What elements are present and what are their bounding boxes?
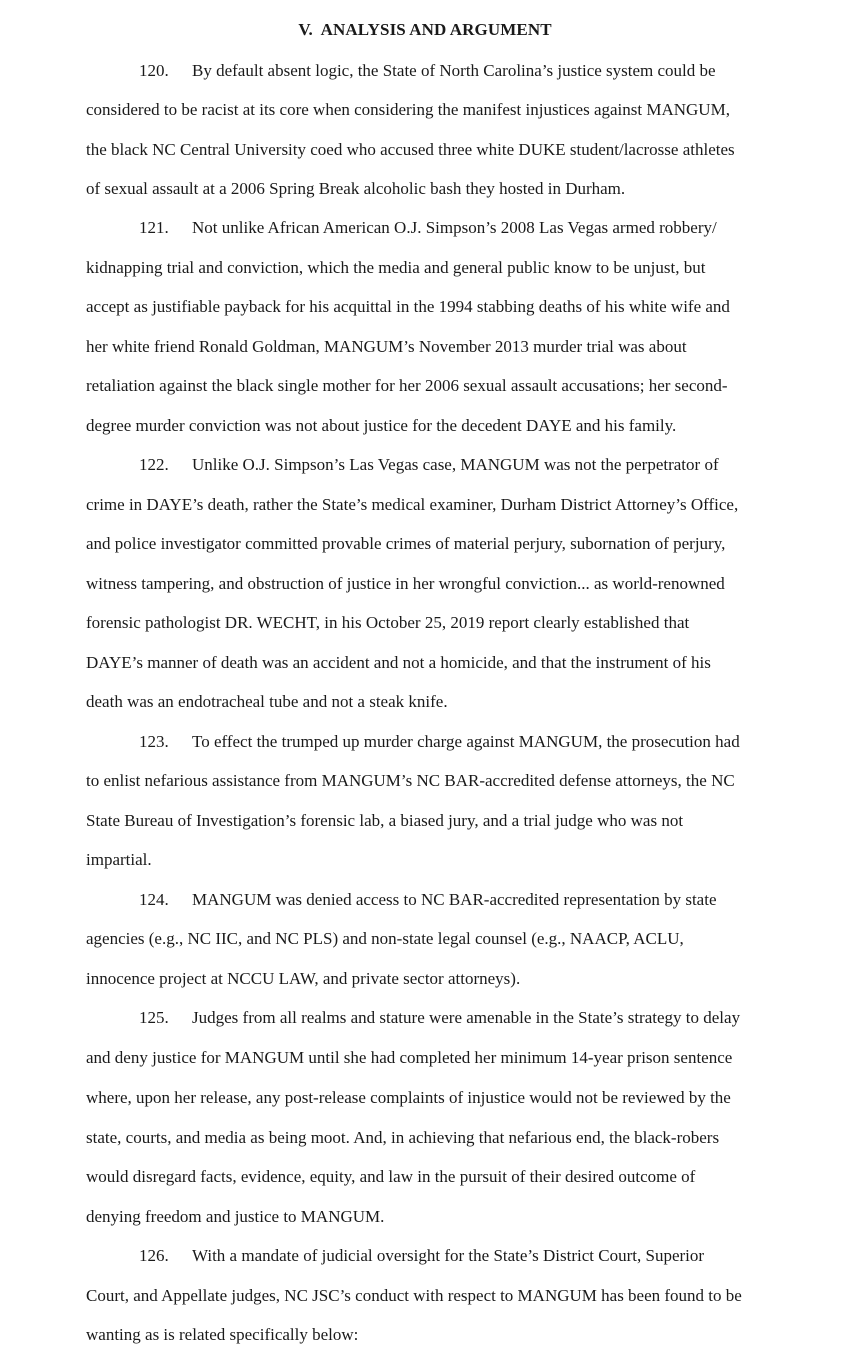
paragraph-number: 120. <box>139 61 169 80</box>
paragraph-123-line-2: to enlist nefarious assistance from MANGUM’s NC BAR-accredited defense attorneys, the NC <box>86 771 735 790</box>
paragraph-text: With a mandate of judicial oversight for the State’s District Court, Superior <box>192 1246 705 1265</box>
paragraph-121-line-4: her white friend Ronald Goldman, MANGUM’s November 2013 murder trial was about <box>86 337 687 356</box>
paragraph-number: 121. <box>139 218 169 237</box>
paragraph-number: 122. <box>139 455 169 474</box>
paragraph-125-line-5: would disregard facts, evidence, equity, and law in the pursuit of their desired outcome of <box>86 1167 696 1186</box>
paragraph-text: Unlike O.J. Simpson’s Las Vegas case, MANGUM was not the perpetrator of <box>192 455 719 474</box>
paragraph-120-line-2: considered to be racist at its core when considering the manifest injustices against MANGUM, <box>86 100 730 119</box>
paragraph-122-line-6: DAYE’s manner of death was an accident and not a homicide, and that the instrument of his <box>86 653 711 672</box>
paragraph-126-line-1 <box>86 1246 704 1266</box>
paragraph-121-line-1 <box>86 218 717 238</box>
paragraph-122-line-3: and police investigator committed provable crimes of material perjury, subornation of perjury, <box>86 534 726 553</box>
paragraph-123-line-3: State Bureau of Investigation’s forensic lab, a biased jury, and a trial judge who was not <box>86 811 684 830</box>
paragraph-121-line-3: accept as justifiable payback for his acquittal in the 1994 stabbing deaths of his white wife and <box>86 297 730 316</box>
paragraph-text: MANGUM was denied access to NC BAR-accredited representation by state <box>192 890 717 909</box>
paragraph-text: To effect the trumped up murder charge against MANGUM, the prosecution had <box>192 732 740 751</box>
paragraph-125-line-6: denying freedom and justice to MANGUM. <box>86 1207 385 1226</box>
paragraph-123-line-1 <box>86 732 740 752</box>
paragraph-121-line-6: degree murder conviction was not about justice for the decedent DAYE and his family. <box>86 416 677 435</box>
paragraph-124-line-1 <box>86 890 717 910</box>
section-heading: V. ANALYSIS AND ARGUMENT <box>298 20 552 39</box>
paragraph-number: 126. <box>139 1246 169 1265</box>
paragraph-122-line-7: death was an endotracheal tube and not a steak knife. <box>86 692 448 711</box>
paragraph-124-line-3: innocence project at NCCU LAW, and private sector attorneys). <box>86 969 521 988</box>
paragraph-121-line-2: kidnapping trial and conviction, which the media and general public know to be unjust, but <box>86 258 706 277</box>
paragraph-120-line-1 <box>86 61 716 81</box>
paragraph-120-line-3: the black NC Central University coed who accused three white DUKE student/lacrosse athletes <box>86 140 735 159</box>
paragraph-122-line-4: witness tampering, and obstruction of justice in her wrongful conviction... as world-renowned <box>86 574 725 593</box>
paragraph-number: 125. <box>139 1008 169 1027</box>
paragraph-125-line-2: and deny justice for MANGUM until she had completed her minimum 14-year prison sentence <box>86 1048 733 1067</box>
paragraph-122-line-1 <box>86 455 719 475</box>
paragraph-text: Judges from all realms and stature were amenable in the State’s strategy to delay <box>192 1008 741 1027</box>
paragraph-124-line-2: agencies (e.g., NC IIC, and NC PLS) and non-state legal counsel (e.g., NAACP, ACLU, <box>86 929 684 948</box>
paragraph-123-line-4: impartial. <box>86 850 152 869</box>
paragraph-126-line-2: Court, and Appellate judges, NC JSC’s conduct with respect to MANGUM has been found to be <box>86 1286 742 1305</box>
paragraph-number: 124. <box>139 890 169 909</box>
paragraph-122-line-2: crime in DAYE’s death, rather the State’s medical examiner, Durham District Attorney’s Office, <box>86 495 739 514</box>
paragraph-120-line-4: of sexual assault at a 2006 Spring Break alcoholic bash they hosted in Durham. <box>86 179 626 198</box>
paragraph-126-line-3: wanting as is related specifically below: <box>86 1325 359 1344</box>
paragraph-125-line-4: state, courts, and media as being moot. And, in achieving that nefarious end, the black-robers <box>86 1128 720 1147</box>
paragraph-text: By default absent logic, the State of North Carolina’s justice system could be <box>192 61 716 80</box>
paragraph-number: 123. <box>139 732 169 751</box>
paragraph-125-line-1 <box>86 1008 740 1028</box>
paragraph-text: Not unlike African American O.J. Simpson’s 2008 Las Vegas armed robbery/ <box>192 218 717 237</box>
paragraph-122-line-5: forensic pathologist DR. WECHT, in his October 25, 2019 report clearly established that <box>86 613 690 632</box>
paragraph-125-line-3: where, upon her release, any post-release complaints of injustice would not be reviewed by the <box>86 1088 731 1107</box>
paragraph-121-line-5: retaliation against the black single mother for her 2006 sexual assault accusations; her second- <box>86 376 728 395</box>
